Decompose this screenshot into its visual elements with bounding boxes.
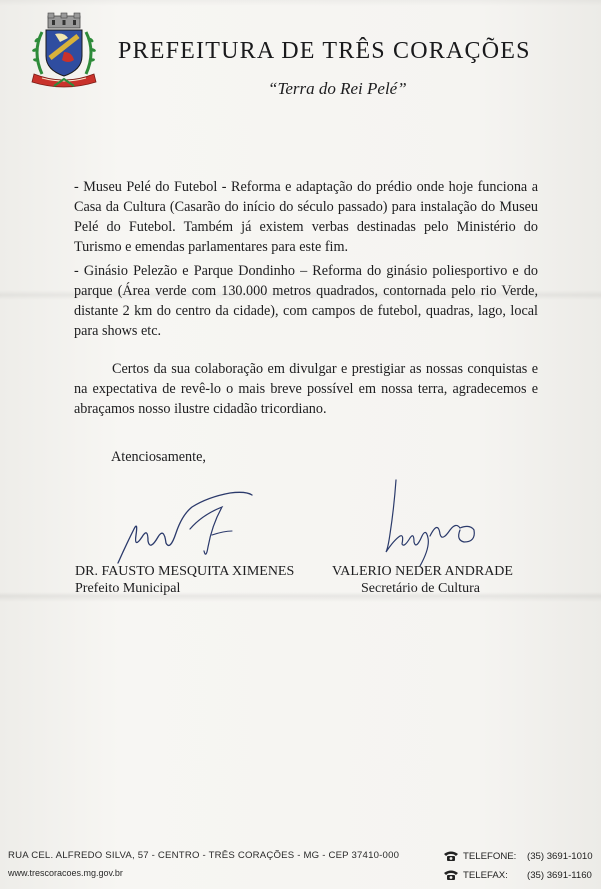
paragraph-museu: - Museu Pelé do Futebol - Reforma e adaptação do prédio onde hoje funciona a Casa da Cultura (Casarão do início do século passado) para instalação do Museu Pelé do Futebol. Também já existem verbas destinadas pelo Ministério do Turismo e emendas parlamentares para este fim. (74, 179, 538, 255)
closing-salutation: Atenciosamente, (111, 449, 206, 465)
phone-label: TELEFONE: (463, 850, 517, 862)
signatory-mayor-role: Prefeito Municipal (75, 581, 181, 596)
telephone-icon (443, 850, 459, 862)
footer-website: www.trescoracoes.mg.gov.br (8, 868, 123, 878)
municipal-coat-of-arms-icon (28, 12, 100, 90)
phone-number: (35) 3691-1010 (527, 850, 593, 862)
signatory-secretary-name: VALERIO NEDER ANDRADE (332, 564, 513, 579)
paragraph-closing-remarks: Certos da sua colaboração em divulgar e prestigiar as nossas conquistas e na expectativa de revê-lo o mais breve possível em nossa terra, agradecemos e abraçamos nosso ilustre cidadão tricordiano. (74, 361, 538, 417)
fax-number: (35) 3691-1160 (527, 869, 592, 881)
signatory-mayor-name: DR. FAUSTO MESQUITA XIMENES (75, 564, 295, 579)
footer-phone (443, 849, 593, 863)
footer-fax (443, 868, 592, 882)
signature-mayor (112, 485, 262, 570)
page-title: PREFEITURA DE TRÊS CORAÇÕES (118, 38, 531, 64)
telephone-icon (443, 869, 459, 881)
signature-secretary (360, 478, 490, 566)
signatory-secretary-role: Secretário de Cultura (361, 581, 480, 596)
motto: “Terra do Rei Pelé” (268, 79, 407, 98)
fax-label: TELEFAX: (463, 869, 508, 881)
paragraph-ginasio: - Ginásio Pelezão e Parque Dondinho – Reforma do ginásio poliesportivo e do parque (Área verde com 130.000 metros quadrados, contornada pelo rio Verde, distante 2 km do centro da cidade), com campos de futebol, quadras, lago, local para shows etc. (74, 263, 538, 339)
footer-address: RUA CEL. ALFREDO SILVA, 57 - CENTRO - TRÊS CORAÇÕES - MG - CEP 37410-000 (8, 850, 400, 861)
